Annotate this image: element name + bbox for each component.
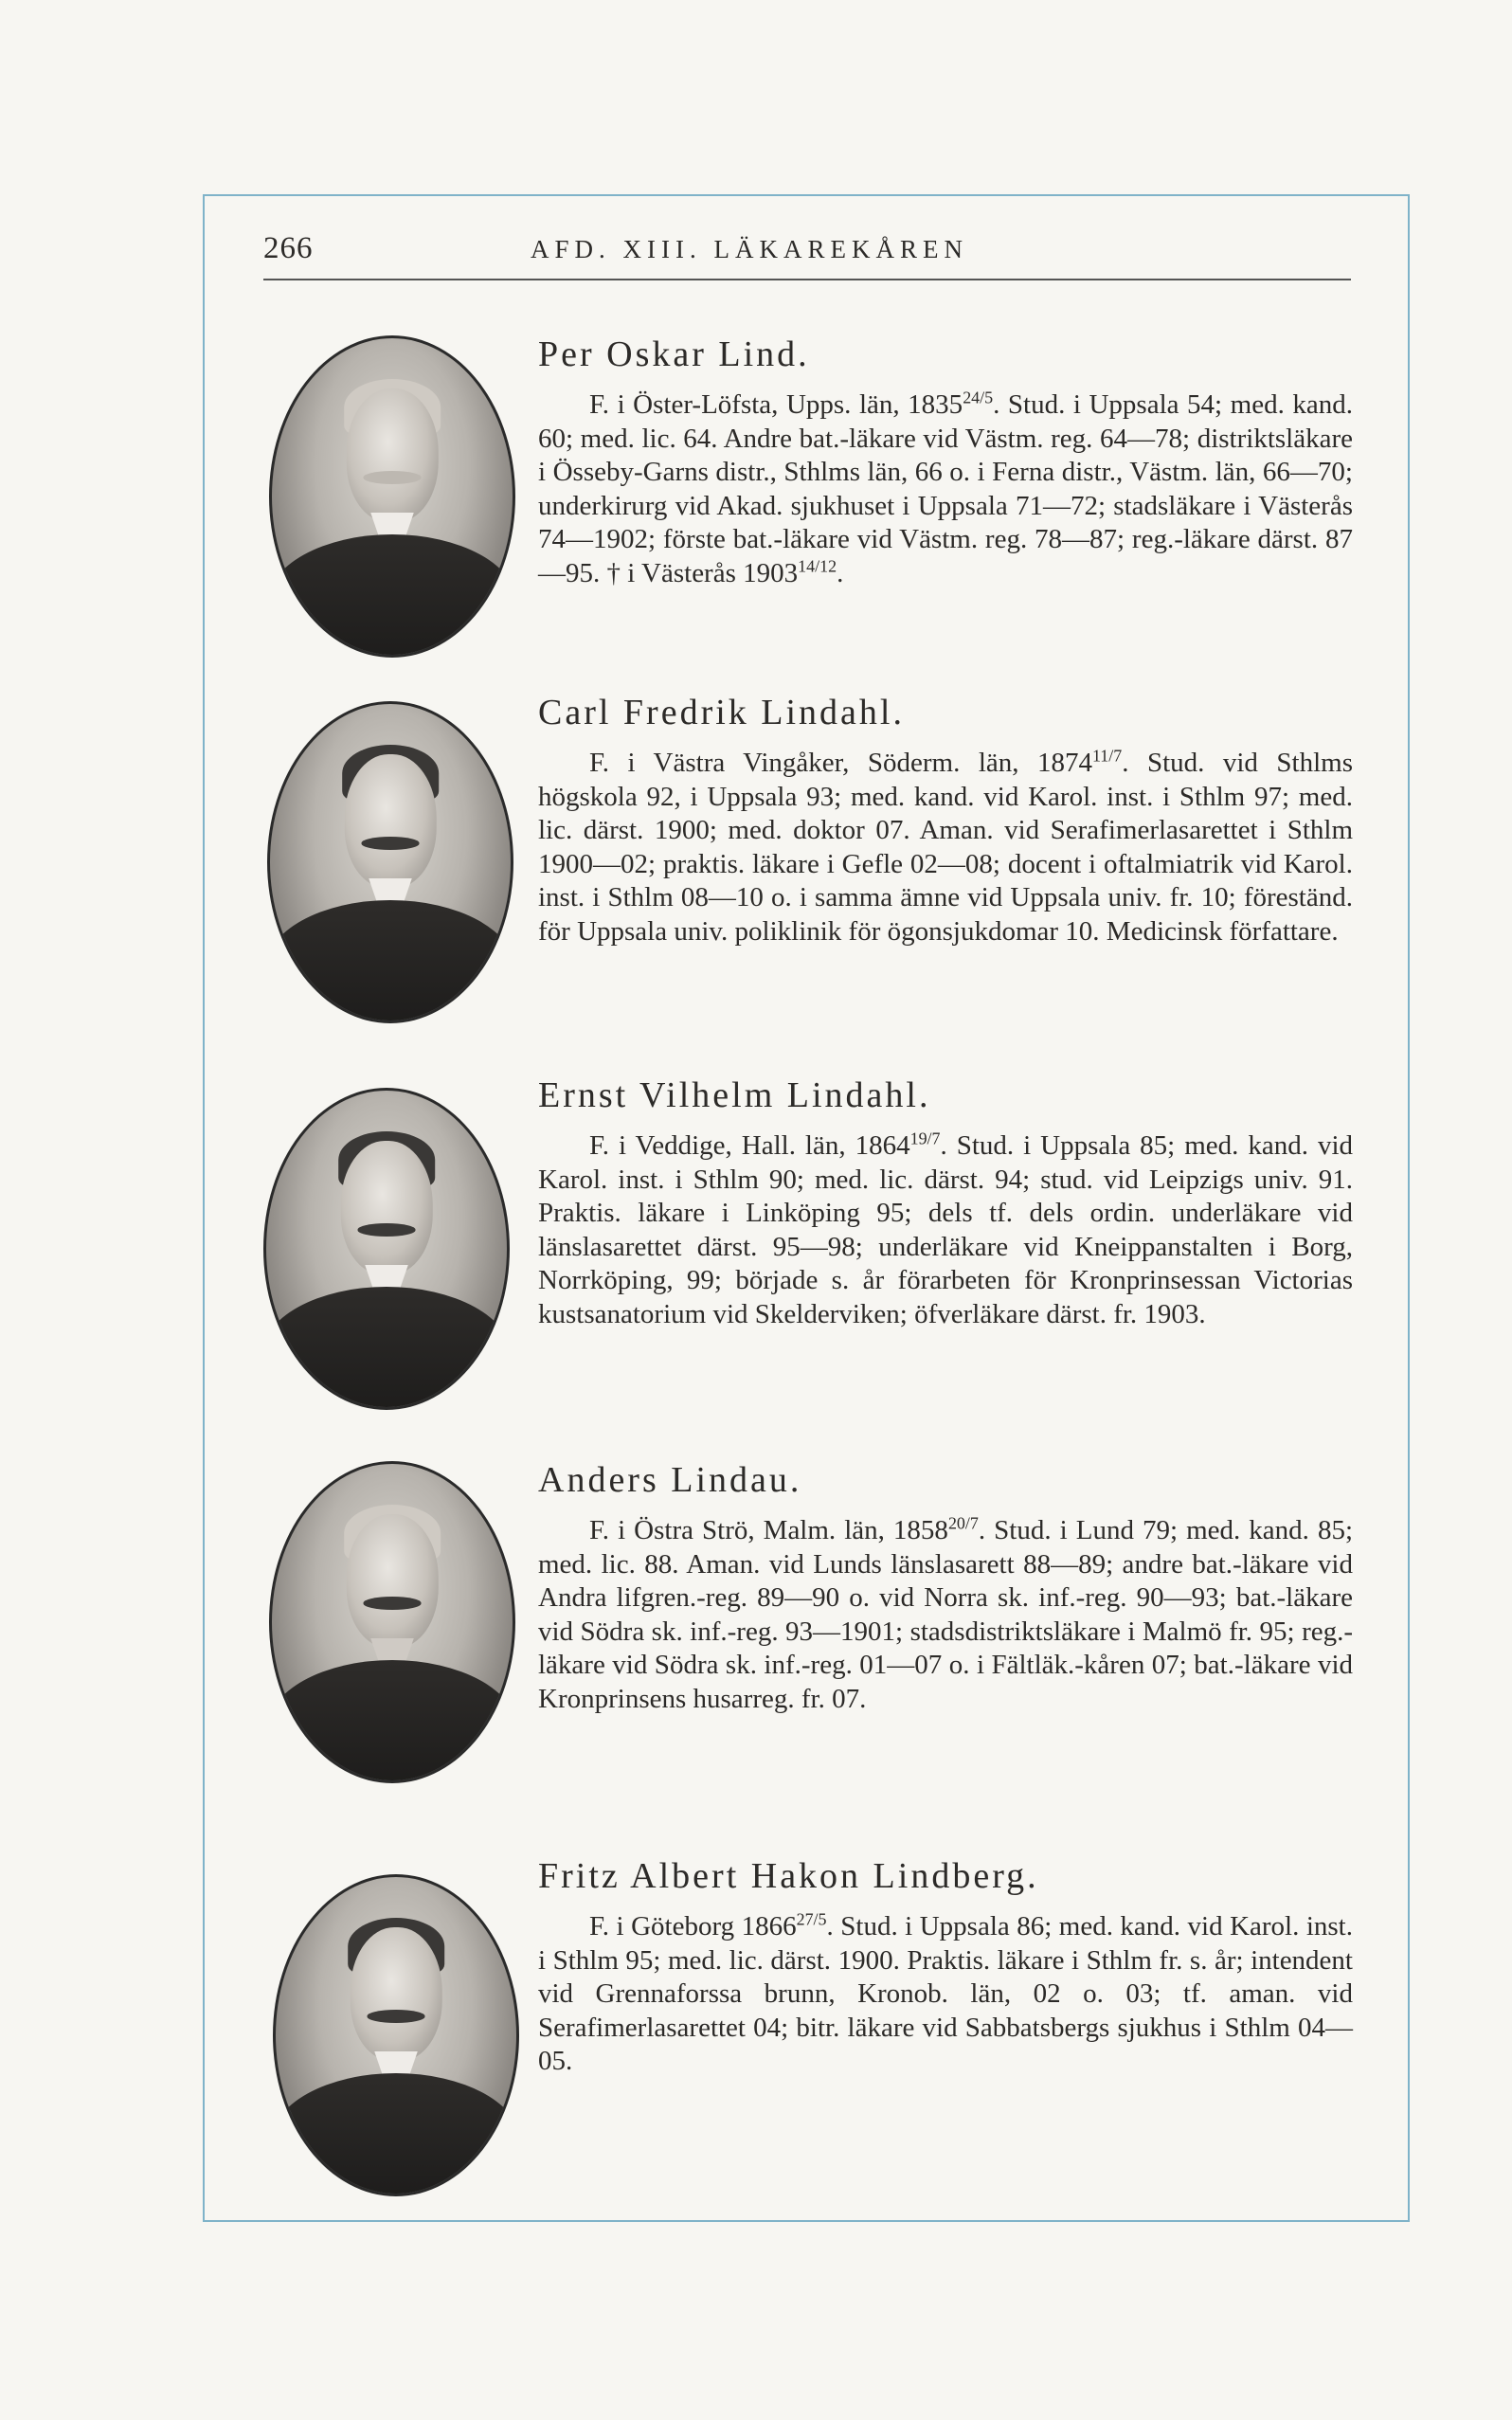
portrait-image (269, 335, 515, 658)
person-name: Carl Fredrik Lindahl. (538, 693, 905, 732)
biography: F. i Östra Strö, Malm. län, $1858^{20/7}$. Stud. i Lund 79; med. kand. 85; med. lic. 88. Aman. vid Lunds länslasarett 88—89; andre bat.-läkare vid Andra lifgren.-reg. 89—90 o. vid Norra sk. inf.-reg. 90—93; bat.-läkare vid Södra sk. inf.-reg. 93—1901; stadsdistriktsläkare i Malmö fr. 95; reg.-läkare vid Södra sk. inf.-reg. 01—07 o. i Fältläk.-kåren 07; bat.-läkare vid Kronprinsens husarreg. fr. 07. (538, 1513, 1353, 1714)
portrait-image (269, 1461, 515, 1783)
entry-text (538, 692, 1353, 949)
page-number: 266 (263, 231, 314, 265)
biography: F. i Veddige, Hall. län, $1864^{19/7}$. Stud. i Uppsala 85; med. kand. vid Karol. inst. i Sthlm 90; med. lic. därst. 94; stud. vid Leipzigs univ. 91. Praktis. läkare i Linköping 95; dels tf. dels ordin. underläkare vid länslasarettet därst. 95—98; underläkare vid Kneippanstalten i Borg, Norrköping, 99; började s. år förarbeten för Kronprinsessan Victorias kustsanatorium vid Skelderviken; öfverläkare därst. fr. 1903. (538, 1129, 1353, 1329)
person-name: Anders Lindau. (538, 1460, 802, 1500)
page-header (263, 226, 1351, 280)
biography: F. i Västra Vingåker, Söderm. län, $1874^{11/7}$. Stud. vid Sthlms högskola 92, i Uppsala 93; med. kand. vid Karol. inst. i Sthlm 97; med. lic. därst. 1900; med. doktor 07. Aman. vid Serafimerlasarettet i Sthlm 1900—02; praktis. läkare i Gefle 02—08; docent i oftalmiatrik vid Karol. inst. i Sthlm 08—10 o. i samma ämne vid Uppsala univ. fr. 10; föreständ. för Uppsala univ. poliklinik för ögonsjukdomar 10. Medicinsk författare. (538, 746, 1353, 947)
portrait-image (273, 1874, 519, 2196)
entry-text (538, 334, 1353, 591)
person-name: Ernst Vilhelm Lindahl. (538, 1075, 931, 1115)
entry-text (538, 1075, 1353, 1332)
biography: F. i Göteborg $1866^{27/5}$. Stud. i Uppsala 86; med. kand. vid Karol. inst. i Sthlm 95; med. lic. därst. 1900. Praktis. läkare i Sthlm fr. s. år; intendent vid Grennaforssa brunn, Kronob. län, 02 o. 03; tf. aman. vid Serafimerlasarettet 04; bitr. läkare vid Sabbatsbergs sjukhus i Sthlm 04—05. (538, 1909, 1353, 2077)
person-name: Per Oskar Lind. (538, 334, 810, 374)
portrait-image (263, 1088, 510, 1410)
entry-text (538, 1855, 1353, 2079)
entry-text (538, 1459, 1353, 1717)
biography: F. i Öster-Löfsta, Upps. län, $1835^{24/5}$. Stud. i Uppsala 54; med. kand. 60; med. lic. 64. Andre bat.-läkare vid Västm. reg. 64—78; distriktsläkare i Össeby-Garns distr., Sthlms län, 66 o. i Ferna distr., Västm. län, 66—70; underkirurg vid Akad. sjukhuset i Uppsala 71—72; stadsläkare i Västerås 74—1902; förste bat.-läkare vid Västm. reg. 78—87; reg.-läkare därst. 87—95. † i Västerås $1903^{14/12}$. (538, 388, 1353, 588)
running-head: AFD. XIII. LÄKAREKÅREN (531, 235, 968, 263)
portrait-image (267, 701, 513, 1023)
person-name: Fritz Albert Hakon Lindberg. (538, 1856, 1039, 1896)
